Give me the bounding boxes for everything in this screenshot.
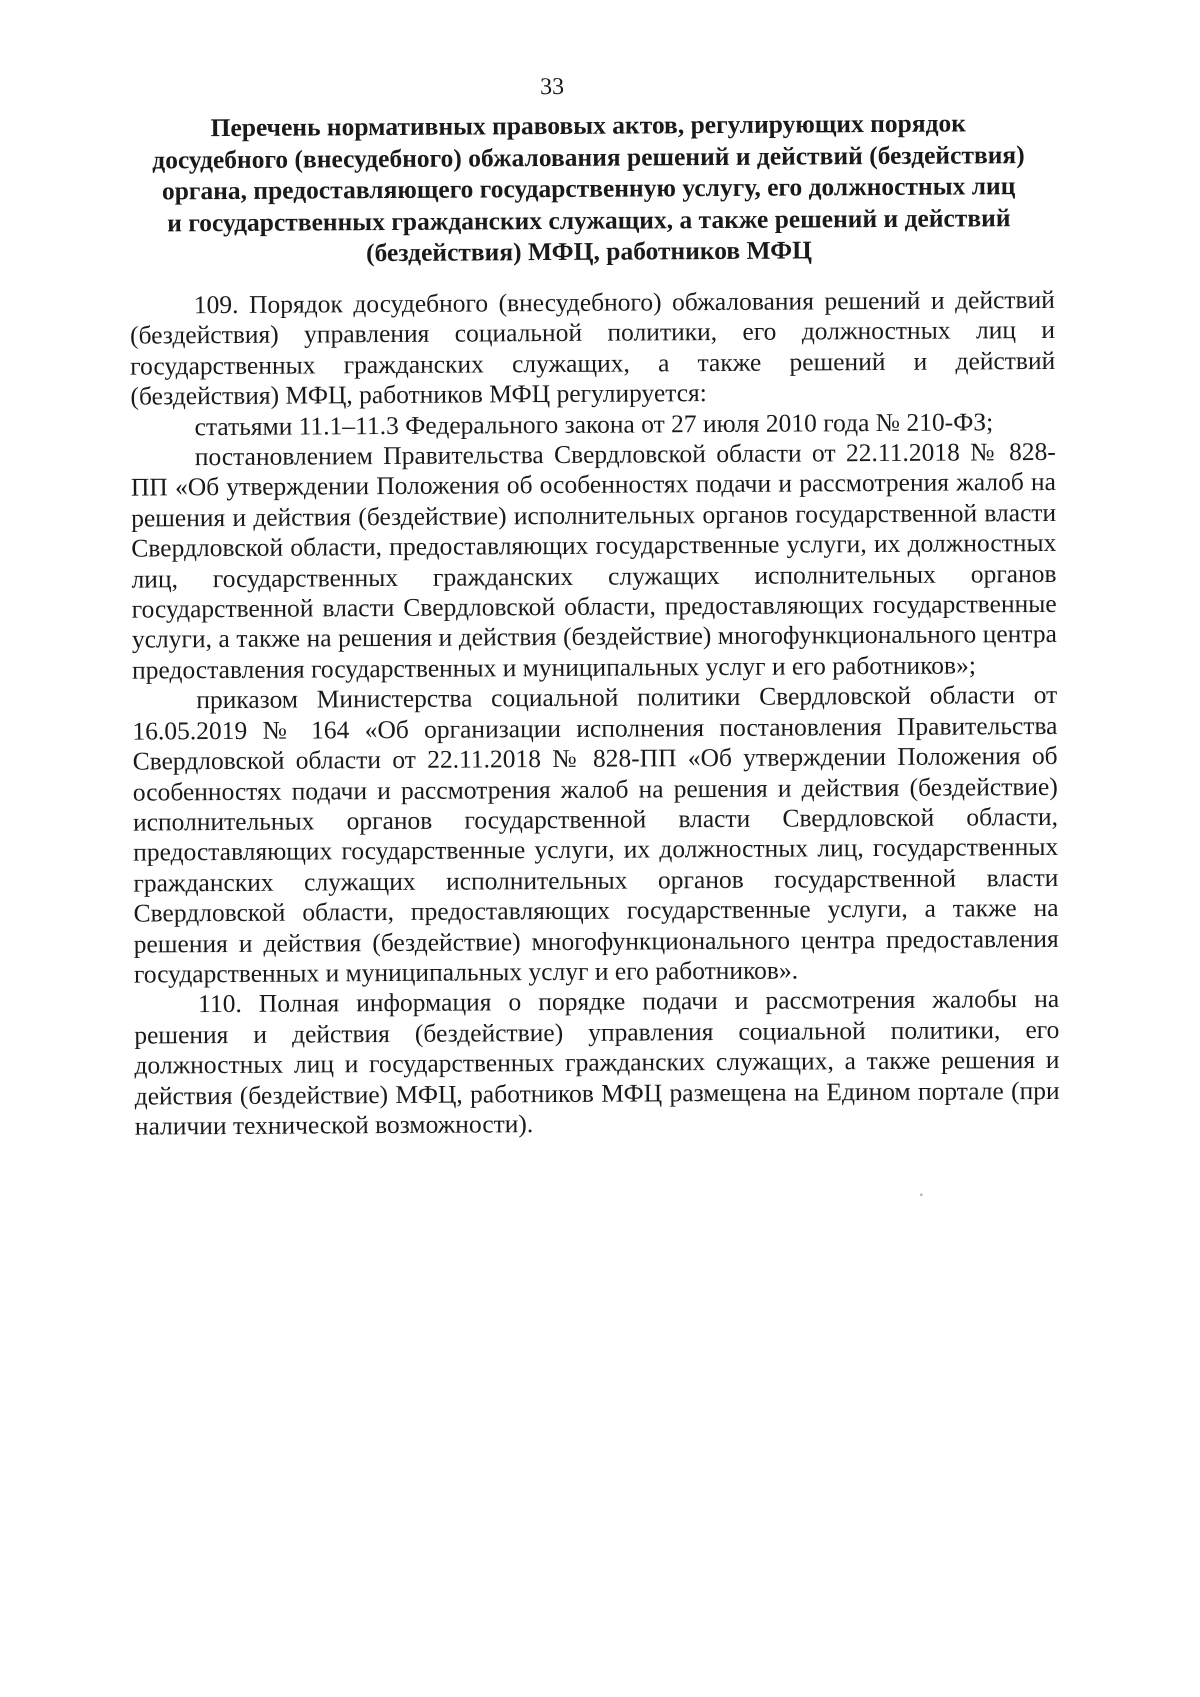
heading-line: Перечень нормативных правовых актов, регулирующих порядок [210,108,967,143]
scan-speck [920,1194,922,1196]
heading-line: органа, предоставляющего государственную услугу, его должностных лиц [161,171,1016,206]
document-body [130,285,1060,1142]
heading-line: и государственных гражданских служащих, а также решений и действий [167,202,1011,237]
paragraph-110: 110. Полная информация о порядке подачи и рассмотрения жалобы на решения и действия (бездействие) управления социальной политики, его должностных лиц и государственных гражданских служащих, а также решения и действия (бездействие) МФЦ, работников МФЦ размещена на Едином портале (при наличии технической возможности). [134,984,1060,1141]
paragraph-109: 109. Порядок досудебного (внесудебного) обжалования решений и действий (бездействия) управления социальной политики, его должностных лиц и государственных гражданских служащих, а также решений и действий (бездействия) МФЦ, работников МФЦ регулируется: [129,284,1056,411]
heading-line: досудебного (внесудебного) обжалования решений и действий (бездействия) [152,139,1025,174]
heading-line: (бездействия) МФЦ, работников МФЦ [366,235,813,268]
section-heading [121,107,1057,270]
paragraph-government-decree: постановлением Правительства Свердловской области от 22.11.2018 № 828-ПП «Об утверждении Положения об особенностях подачи и рассмотрения жалоб на решения и действия (бездействие) исполнительных органов государственной власти Свердловской области, предоставляющих государственные услуги, их должностных лиц, государственных гражданских служащих исполнительных органов государственной власти Свердловской области, предоставляющих государственные услуги, а также на решения и действия (бездействие) многофункционального центра предоставления государственных и муниципальных услуг и его работников»; [130,436,1057,685]
page-number: 33 [539,73,565,101]
paragraph-federal-law: статьями 11.1–11.3 Федерального закона от 27 июля 2010 года № 210-ФЗ; [194,406,994,441]
paragraph-ministry-order: приказом Министерства социальной политики Свердловской области от 16.05.2019 № 164 «Об организации исполнения постановления Правительства Свердловской области от 22.11.2018 № 828-ПП «Об утверждении Положения об особенностях подачи и рассмотрения жалоб на решения и действия (бездействие) исполнительных органов государственной власти Свердловской области, предоставляющих государственные услуги, их должностных лиц, государственных гражданских служащих исполнительных органов государственной власти Свердловской области, предоставляющих государственные услуги, а также на решения и действия (бездействие) многофункционального центра предоставления государственных и муниципальных услуг и его работников». [132,680,1059,989]
